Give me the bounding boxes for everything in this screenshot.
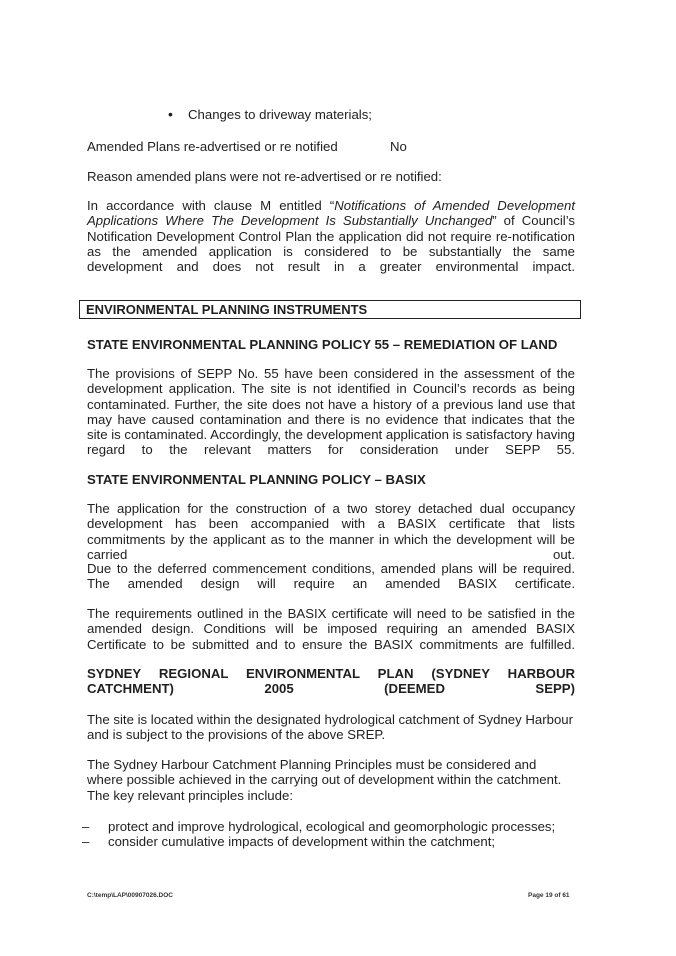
bullet-marker: • [168,106,173,122]
amended-plans-value: No [390,139,407,154]
section-header-box [79,300,581,319]
sepp55-heading: STATE ENVIRONMENTAL PLANNING POLICY 55 – REMEDIATION OF LAND [87,337,558,352]
footer-page-number: Page 19 of 61 [528,892,570,899]
list-item: protect and improve hydrological, ecological and geomorphologic processes; [108,819,556,834]
reason-label: Reason amended plans were not re-advertised or re notified: [87,169,442,184]
notification-clause-title: Notifications of Amended Development Applications Where The Development Is Substantially Unchanged [87,198,575,229]
srep-paragraph-2: The Sydney Harbour Catchment Planning Principles must be considered and where possible achieved in the carrying out of development within the catchment. The key relevant principles include: [87,757,562,803]
amended-plans-row [87,139,487,154]
basix-paragraph-2: Due to the deferred commencement conditions, amended plans will be required. The amended design will require an amended BASIX certificate. [87,561,575,592]
list-item: consider cumulative impacts of development within the catchment; [108,834,496,849]
list-item-marker: – [82,834,90,849]
srep-heading: SYDNEY REGIONAL ENVIRONMENTAL PLAN (SYDNEY HARBOUR CATCHMENT) 2005 (DEEMED SEPP) [87,666,575,697]
notification-post: ” of Council’s Notification Development Control Plan the application did not require re-notification as the amended application is considered to be substantially the same development and does not result in a greater environmental impact. [87,213,575,275]
srep-paragraph-1: The site is located within the designated hydrological catchment of Sydney Harbour and is subject to the provisions of the above SREP. [87,712,574,743]
basix-paragraph-1: The application for the construction of a two storey detached dual occupancy development has been accompanied with a BASIX certificate that lists commitments by the applicant as to the manner in which the development will be carried out. [87,501,575,562]
sepp55-paragraph: The provisions of SEPP No. 55 have been considered in the assessment of the development application. The site is not identified in Council’s records as being contaminated. Further, the site does not have a history of a previous land use that may have caused contamination and there is no evidence that indicates that the site is contaminated. Accordingly, the development application is satisfactory having regard to the relevant matters for consideration under SEPP 55. [87,366,575,458]
amended-plans-label: Amended Plans re-advertised or re notified [87,139,338,154]
notification-paragraph [87,198,575,290]
footer-file-path: C:\temp\LAP\00907026.DOC [87,892,173,899]
basix-paragraph-3: The requirements outlined in the BASIX certificate will need to be satisfied in the amended design. Conditions will be imposed requiring an amended BASIX Certificate to be submitted and to ensure the BASIX commitments are fulfilled. [87,606,575,652]
notification-pre: In accordance with clause M entitled “ [87,198,335,213]
list-item-marker: – [82,819,90,834]
section-title: ENVIRONMENTAL PLANNING INSTRUMENTS [86,302,368,317]
bullet-item-text: Changes to driveway materials; [188,107,372,122]
basix-heading: STATE ENVIRONMENTAL PLANNING POLICY – BASIX [87,472,426,487]
